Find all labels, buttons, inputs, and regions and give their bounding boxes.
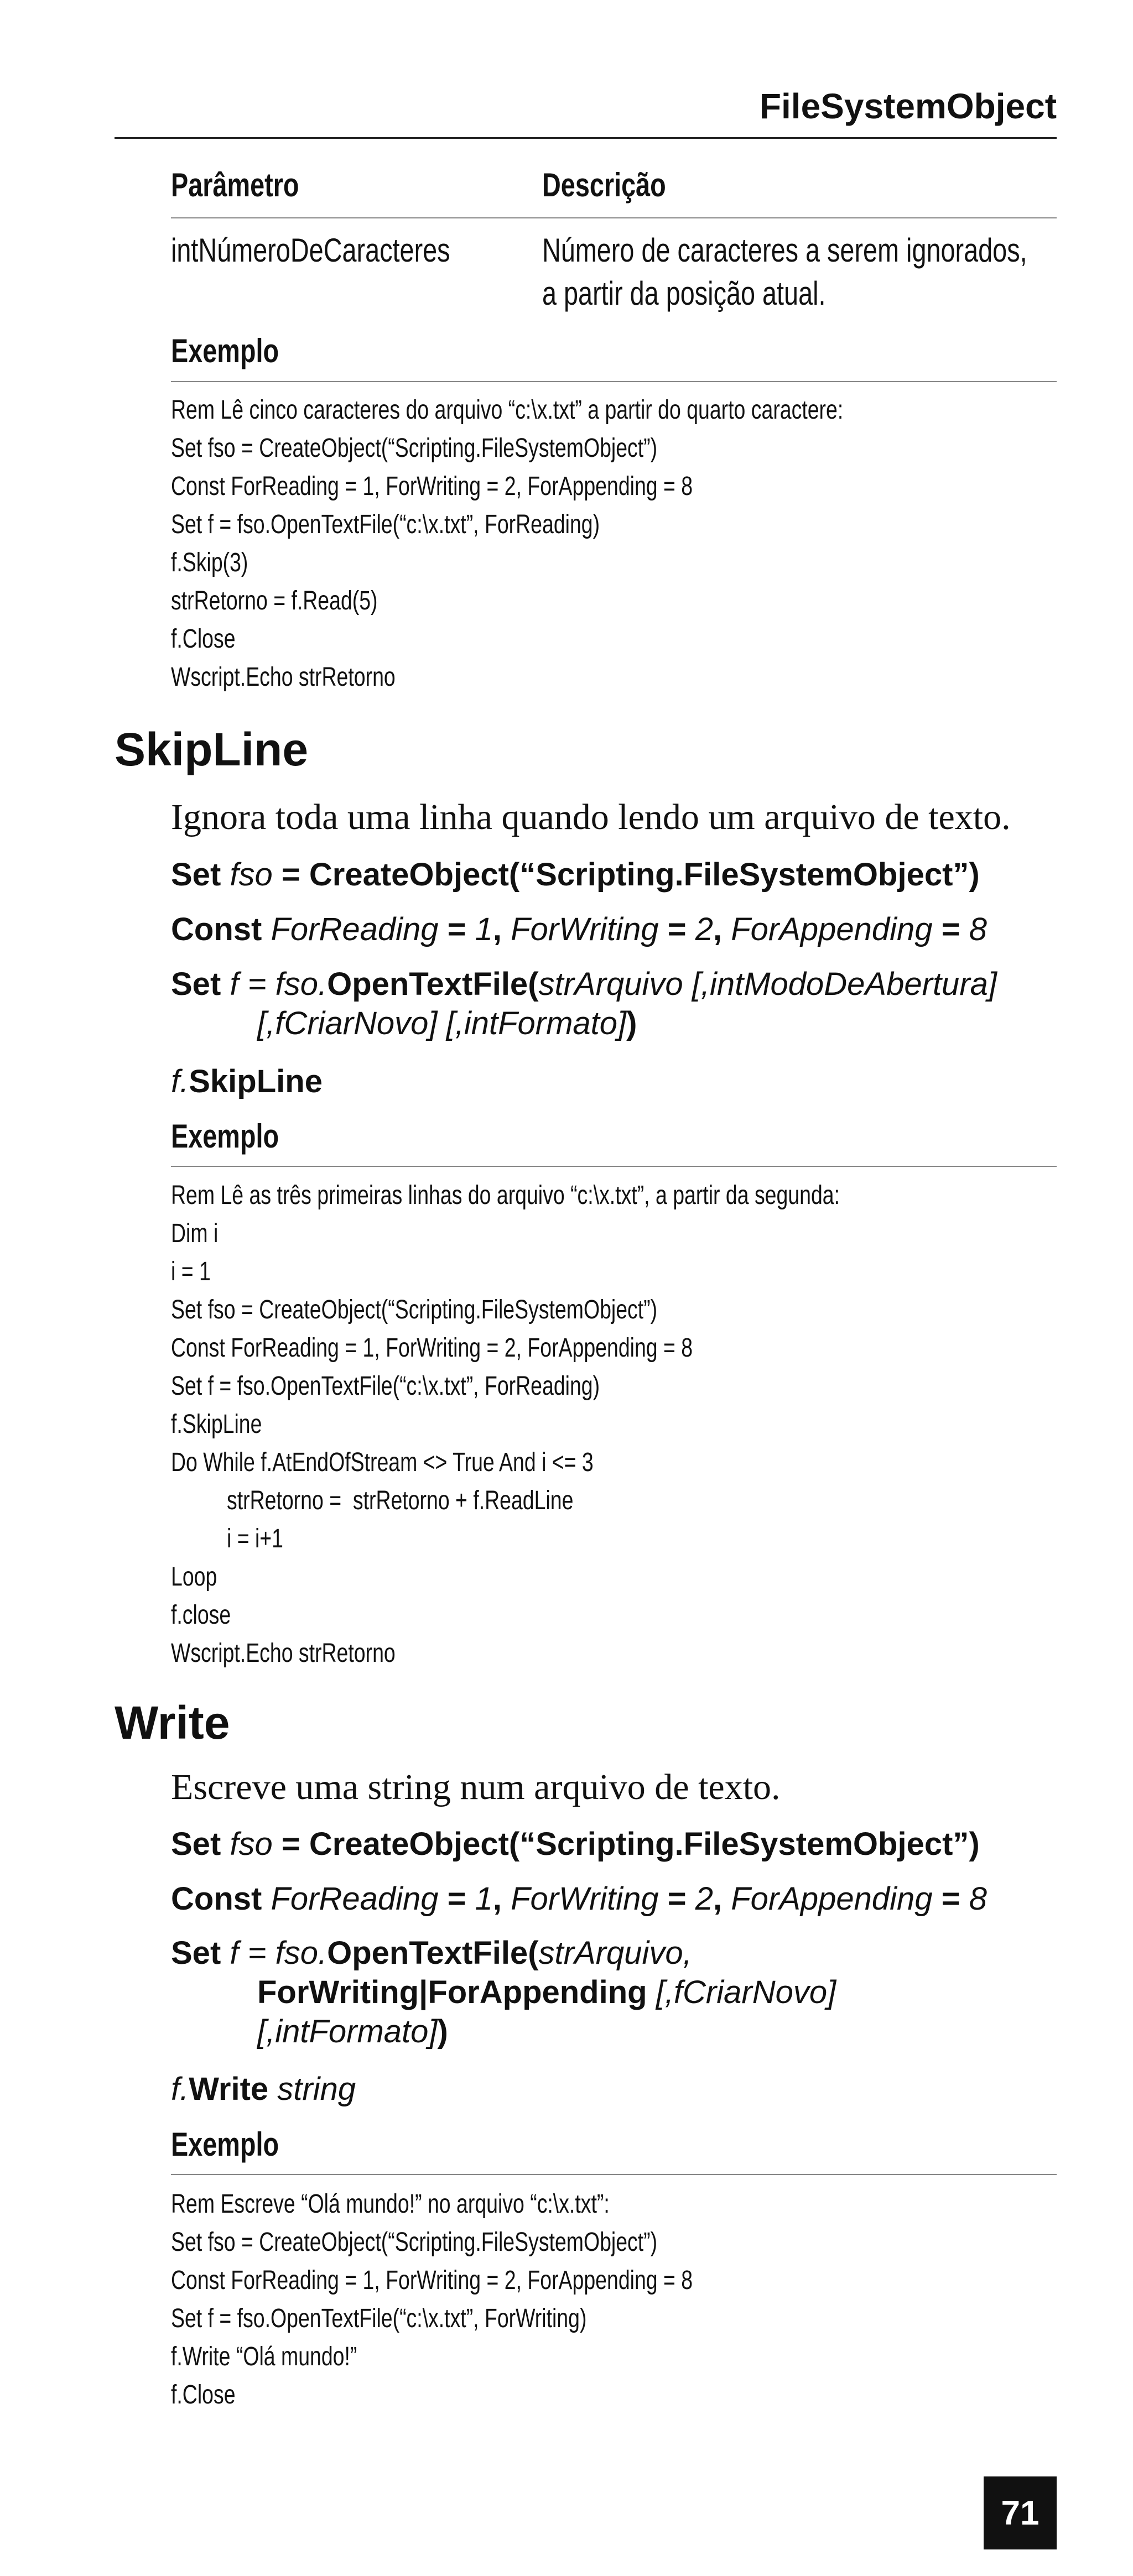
code-line: strRetorno = f.Read(5): [171, 586, 378, 616]
syntax-line: Set fso = CreateObject(“Scripting.FileSystemObject”): [171, 857, 980, 893]
section-title-skipline: SkipLine: [115, 723, 309, 775]
table-header-rule: [171, 217, 1057, 218]
code-line: f.close: [171, 1600, 231, 1630]
code-line: Loop: [171, 1562, 217, 1592]
code-line: strRetorno = strRetorno + f.ReadLine: [227, 1486, 574, 1515]
code-line: Dim i: [171, 1219, 219, 1248]
syntax-line: [,intFormato]): [257, 2014, 448, 2050]
code-line: Rem Lê as três primeiras linhas do arquivo “c:\x.txt”, a partir da segunda:: [171, 1181, 840, 1210]
param-name: intNúmeroDeCaracteres: [171, 232, 450, 269]
code-line: Set fso = CreateObject(“Scripting.FileSystemObject”): [171, 434, 658, 463]
page-number: 71: [984, 2476, 1057, 2549]
code-line: Rem Escreve “Olá mundo!” no arquivo “c:\x.txt”:: [171, 2189, 610, 2219]
code-line: Wscript.Echo strRetorno: [171, 1639, 396, 1668]
syntax-line: Set f = fso.OpenTextFile(strArquivo,: [171, 1935, 692, 1971]
code-line: f.Skip(3): [171, 548, 248, 577]
code-line: i = i+1: [227, 1524, 283, 1553]
syntax-line: f.SkipLine: [171, 1063, 323, 1099]
section-title-write: Write: [115, 1697, 230, 1749]
code-line: Const ForReading = 1, ForWriting = 2, ForAppending = 8: [171, 1333, 693, 1363]
code-line: Wscript.Echo strRetorno: [171, 663, 396, 692]
header-rule: [115, 137, 1057, 139]
running-header: FileSystemObject: [759, 86, 1057, 126]
code-line: Set fso = CreateObject(“Scripting.FileSystemObject”): [171, 2228, 658, 2257]
code-line: Set f = fso.OpenTextFile(“c:\x.txt”, ForReading): [171, 1372, 600, 1401]
syntax-line: Set f = fso.OpenTextFile(strArquivo [,intModoDeAbertura]: [171, 966, 997, 1002]
code-line: Set fso = CreateObject(“Scripting.FileSystemObject”): [171, 1295, 658, 1324]
code-line: Rem Lê cinco caracteres do arquivo “c:\x.txt” a partir do quarto caractere:: [171, 395, 844, 425]
code-line: Const ForReading = 1, ForWriting = 2, ForAppending = 8: [171, 2266, 693, 2295]
syntax-line: ForWriting|ForAppending [,fCriarNovo]: [257, 1974, 836, 2010]
code-line: Const ForReading = 1, ForWriting = 2, ForAppending = 8: [171, 472, 693, 501]
example-rule: [171, 1166, 1057, 1167]
example-heading: Exemplo: [171, 332, 279, 369]
code-line: f.SkipLine: [171, 1410, 262, 1439]
param-desc: a partir da posição atual.: [542, 275, 826, 312]
syntax-line: Const ForReading = 1, ForWriting = 2, ForAppending = 8: [171, 1881, 987, 1917]
syntax-line: Const ForReading = 1, ForWriting = 2, ForAppending = 8: [171, 911, 987, 947]
code-line: f.Close: [171, 2380, 236, 2410]
code-line: f.Write “Olá mundo!”: [171, 2342, 357, 2371]
syntax-line: [,fCriarNovo] [,intFormato]): [257, 1005, 637, 1041]
param-col-header: Parâmetro: [171, 166, 299, 204]
example-heading: Exemplo: [171, 1118, 279, 1155]
code-line: Set f = fso.OpenTextFile(“c:\x.txt”, ForWriting): [171, 2304, 587, 2333]
code-line: Set f = fso.OpenTextFile(“c:\x.txt”, ForReading): [171, 510, 600, 539]
code-line: f.Close: [171, 624, 236, 654]
desc-col-header: Descrição: [542, 166, 666, 204]
syntax-line: Set fso = CreateObject(“Scripting.FileSystemObject”): [171, 1826, 980, 1862]
param-desc: Número de caracteres a serem ignorados,: [542, 232, 1027, 269]
code-line: Do While f.AtEndOfStream <> True And i <= 3: [171, 1448, 594, 1477]
code-line: i = 1: [171, 1257, 211, 1286]
syntax-line: f.Write string: [171, 2071, 356, 2107]
example-heading: Exemplo: [171, 2126, 279, 2163]
example-rule: [171, 381, 1057, 382]
example-rule: [171, 2174, 1057, 2175]
section-description: Escreve uma string num arquivo de texto.: [171, 1767, 781, 1807]
section-description: Ignora toda uma linha quando lendo um arquivo de texto.: [171, 797, 1011, 837]
